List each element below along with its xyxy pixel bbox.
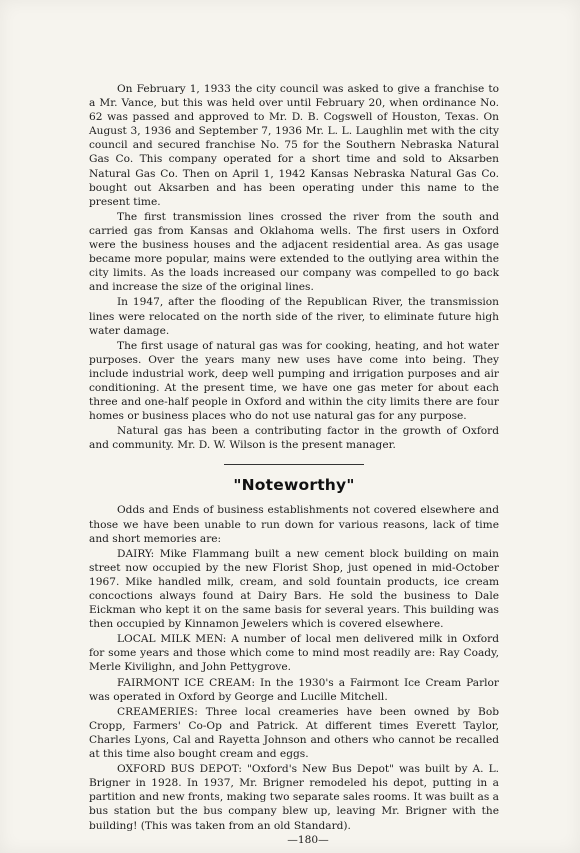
section-heading: "Noteworthy" — [233, 476, 355, 495]
paragraph-gas-usage: The first usage of natural gas was for cooking, heating, and hot water purposes. Over the years many new uses have come into being. They include industrial work, deep well pumping and irrigation purposes and air conditioning. At the present time, we have one gas meter for about each three and one-half people in Oxford and within the city limits there are four homes or business places who do not use natural gas for any purpose. — [89, 339, 499, 423]
paragraph-odds-and-ends: Odds and Ends of business establishments not covered elsewhere and those we have been unable to run down for various reasons, lack of time and short memories are: — [89, 504, 499, 545]
paragraph-fairmont-ice-cream: FAIRMONT ICE CREAM: In the 1930's a Fairmont Ice Cream Parlor was operated in Oxford by George and Lucille Mitchell. — [89, 676, 499, 703]
page-number: —180— — [287, 833, 329, 846]
paragraph-creameries: CREAMERIES: Three local creameries have been owned by Bob Cropp, Farmers' Co-Op and Patrick. At different times Everett Taylor, Charles Lyons, Cal and Rayetta Johnson and others who cannot be recalled at this time also bought cream and eggs. — [89, 705, 499, 761]
paragraph-gas-franchise: On February 1, 1933 the city council was asked to give a franchise to a Mr. Vance, but this was held over until February 20, when ordinance No. 62 was passed and approved to Mr. D. B. Cogswell of Houston, Texas. On August 3, 1936 and September 7, 1936 Mr. L. L. Laughlin met with the city council and secured franchise No. 75 for the Southern Nebraska Natural Gas Co. This company operated for a short time and sold to Aksarben Natural Gas Co. Then on April 1, 1942 Kansas Nebraska Natural Gas Co. bought out Aksarben and has been operating under this name to the present time. — [89, 83, 499, 208]
paragraph-1947-flooding: In 1947, after the flooding of the Republican River, the transmission lines were relocated on the north side of the river, to eliminate future high water damage. — [89, 296, 499, 337]
paragraph-transmission-lines: The first transmission lines crossed the river from the south and carried gas from Kansas and Oklahoma wells. The first users in Oxford were the business houses and the adjacent residential area. As gas usage became more popular, mains were extended to the outlying area within the city limits. As the loads increased our company was compelled to go back and increase the size of the original lines. — [89, 210, 499, 294]
section-divider — [224, 464, 364, 465]
paragraph-present-manager: Natural gas has been a contributing factor in the growth of Oxford and community. Mr. D. W. Wilson is the present manager. — [89, 425, 499, 452]
paragraph-local-milk-men: LOCAL MILK MEN: A number of local men delivered milk in Oxford for some years and those which come to mind most readily are: Ray Coady, Merle Kivilighn, and John Pettygrove. — [89, 633, 499, 674]
paragraph-bus-depot: OXFORD BUS DEPOT: "Oxford's New Bus Depot" was built by A. L. Brigner in 1928. In 1937, Mr. Brigner remodeled his depot, putting in a partition and new fronts, making two separate sales rooms. It was built as a bus station but the bus company blew up, leaving Mr. Brigner with the building! (This was taken from an old Standard). — [89, 763, 499, 832]
page-body — [89, 82, 499, 847]
paragraph-dairy: DAIRY: Mike Flammang built a new cement block building on main street now occupied by the new Florist Shop, just opened in mid-October 1967. Mike handled milk, cream, and sold fountain products, ice cream concoctions always found at Dairy Bars. He sold the business to Dale Eickman who kept it on the same basis for several years. This building was then occupied by Kinnamon Jewelers which is covered elsewhere. — [89, 547, 499, 631]
